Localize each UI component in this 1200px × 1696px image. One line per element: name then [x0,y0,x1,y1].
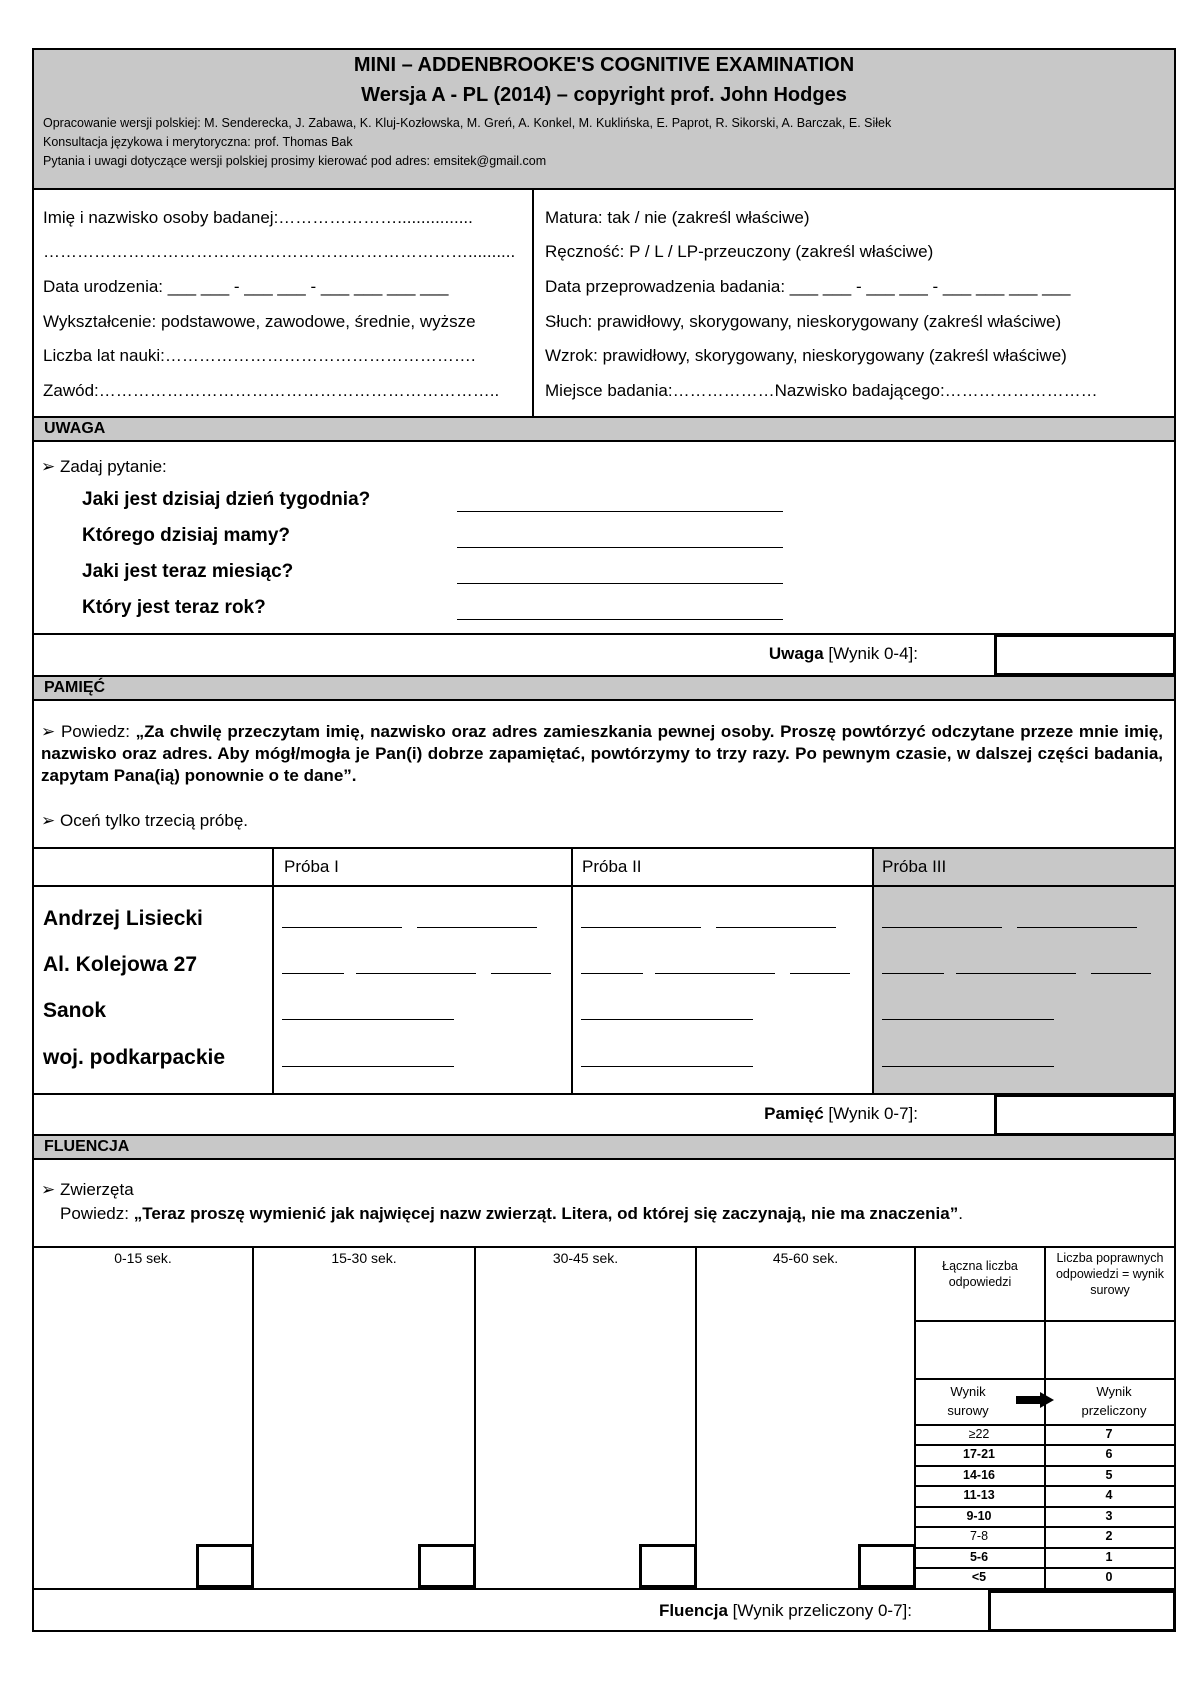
pamiec-instructions [34,699,1174,847]
trial-3-name-line-a[interactable] [882,927,1002,928]
trial-1-name-line-a[interactable] [282,927,402,928]
interval-0-15: 0-15 sek. [114,1250,172,1266]
trial-3-street-line-a[interactable] [882,973,944,974]
trial-2-header: Próba II [582,857,642,876]
subject-name-field[interactable]: Imię i nazwisko osoby badanej:…………………................ [43,208,473,227]
interval-45-60: 45-60 sek. [772,1250,839,1266]
fluencja-category-text: Zwierzęta [59,1180,134,1199]
bullet-arrow-icon: ➢ [41,722,61,741]
conv-raw: 5-6 [969,1550,989,1564]
pamiec-score-label [764,1104,918,1124]
fluencja-category [41,1180,134,1200]
bullet-arrow-icon: ➢ [41,1180,60,1199]
trial-1-city-line[interactable] [282,1019,454,1020]
pamiec-score-range: [Wynik 0-7]: [823,1104,918,1123]
fluencja-answers-45-60[interactable] [701,1270,910,1560]
info-section [34,188,1174,416]
pamiec-say-text: „Za chwilę przeczytam imię, nazwisko oraz adres zamieszkania pewnej osoby. Proszę powtórzyć odczytane przeze mnie imię, nazwisko oraz adres. Aby mógł/mogła je Pan(i) dobrze zapamiętać, powtórzymy to trzy razy. Po pewnym czasie, w dalszej części badania, zapytam Pana(ią) ponownie o te dane”. [41,722,1164,785]
memory-item-city: Sanok [43,999,107,1022]
fluencja-col-line-3 [695,1248,697,1588]
info-divider [532,190,534,416]
trial-1-street-line-b[interactable] [356,973,476,974]
conv-converted: 3 [1105,1509,1113,1523]
conv-converted: 2 [1105,1529,1113,1543]
trial-2-name-line-b[interactable] [716,927,836,928]
trial-2-city-line[interactable] [581,1019,753,1020]
fluencja-say [60,1204,963,1224]
trial-1-street-line-c[interactable] [491,973,551,974]
consultation-line: Konsultacja językowa i merytoryczna: prof. Thomas Bak [43,135,353,149]
trial-3-name-line-b[interactable] [1017,927,1137,928]
fluencja-say-label: Powiedz: [60,1204,134,1223]
conv-converted: 1 [1105,1550,1113,1564]
conv-raw: 11-13 [963,1488,995,1502]
conv-converted: 7 [1105,1427,1113,1441]
form-version: Wersja A - PL (2014) – copyright prof. John Hodges [361,84,847,106]
count-box-15-30[interactable] [418,1544,476,1588]
trial-3-street-line-c[interactable] [1091,973,1151,974]
location-examiner-field[interactable]: Miejsce badania:………………Nazwisko badającego:……………………… [545,381,1098,400]
occupation-field[interactable]: Zawód:…………………………………………………………….. [43,381,500,400]
total-responses-label: Łączna liczba odpowiedzi [942,1259,1018,1289]
fluencja-score-bold: Fluencja [658,1601,728,1620]
trial-3-header: Próba III [882,857,947,876]
education-field[interactable]: Wykształcenie: podstawowe, zawodowe, średnie, wyższe [43,312,476,331]
raw-score-value[interactable] [1048,1324,1172,1378]
fluencja-score-label [659,1601,912,1621]
uwaga-score-label [769,644,918,664]
fluencja-col-line-1 [252,1248,254,1588]
subject-name-field-cont[interactable]: ………………………………………………………………….......... [43,242,516,261]
question-month: Jaki jest teraz miesiąc? [82,561,294,582]
count-box-45-60[interactable] [858,1544,916,1588]
fluencja-table [34,1246,1174,1588]
hearing-field[interactable]: Słuch: prawidłowy, skorygowany, nieskorygowany (zakreśl właściwe) [545,312,1062,331]
pamiec-col-line-2 [571,849,573,1095]
memory-item-region: woj. podkarpackie [43,1046,226,1069]
fluencja-say-end: . [958,1204,963,1223]
pamiec-table-header-line [34,885,1174,887]
trial-1-name-line-b[interactable] [417,927,537,928]
question-day: Jaki jest dzisiaj dzień tygodnia? [82,489,371,510]
pamiec-table [34,847,1174,1095]
trial-3-region-line[interactable] [882,1066,1054,1067]
trial-2-name-line-a[interactable] [581,927,701,928]
pamiec-note-text: Oceń tylko trzecią próbę. [59,811,248,830]
correct-responses-label: Liczba poprawnych odpowiedzi = wynik surowy [1055,1251,1165,1297]
uwaga-instruction-text: Zadaj pytanie: [59,457,167,476]
section-pamiec-heading: PAMIĘĆ [34,675,1174,699]
pamiec-score-bold: Pamięć [764,1104,824,1123]
count-box-0-15[interactable] [196,1544,254,1588]
fluencja-answers-30-45[interactable] [480,1270,691,1560]
pamiec-score-box[interactable] [994,1094,1176,1136]
question-date: Którego dzisiaj mamy? [82,525,290,546]
uwaga-score-box[interactable] [994,634,1176,676]
matura-field[interactable]: Matura: tak / nie (zakreśl właściwe) [545,208,810,227]
contact-line: Pytania i uwagi dotyczące wersji polskiej prosimy kierować pod adres: emsitek@gmail.com [43,154,547,168]
fluencja-right-line-2 [914,1378,1174,1380]
years-education-field[interactable]: Liczba lat nauki:………………………………………………. [43,346,476,365]
trial-2-region-line[interactable] [581,1066,753,1067]
raw-score-label: Wynik surowy [947,1384,989,1418]
memory-item-street: Al. Kolejowa 27 [43,953,198,976]
birth-date-field[interactable]: Data urodzenia: ___ ___ - ___ ___ - ___ ___ ___ ___ [43,277,449,296]
conv-raw: 7-8 [969,1529,989,1543]
interval-15-30: 15-30 sek. [331,1250,397,1266]
answer-line-month[interactable] [457,583,783,584]
uwaga-score-bold: Uwaga [768,644,824,663]
section-uwaga-heading: UWAGA [34,416,1174,440]
conv-raw: ≥22 [968,1427,990,1441]
conv-converted: 5 [1105,1468,1113,1482]
authors-line: Opracowanie wersji polskiej: M. Senderecka, J. Zabawa, K. Kluj-Kozłowska, M. Greń, A. Konkel, M. Kuklińska, E. Paprot, R. Sikorski, A. Barczak, E. Siłek [43,116,892,130]
uwaga-body [34,440,1174,633]
uwaga-instruction [41,457,167,477]
question-year: Który jest teraz rok? [82,597,266,618]
trial-1-header: Próba I [284,857,339,876]
answer-line-day[interactable] [457,511,783,512]
conv-raw: 9-10 [966,1509,992,1523]
pamiec-col-line-3 [872,849,874,1095]
conv-raw: <5 [971,1570,987,1584]
conv-converted: 6 [1105,1447,1113,1461]
arrow-right-icon [1016,1392,1054,1406]
fluencja-score-box[interactable] [988,1590,1176,1632]
answer-line-year[interactable] [457,619,783,620]
memory-item-name: Andrzej Lisiecki [43,907,203,930]
conv-converted: 0 [1105,1570,1113,1584]
answer-line-date[interactable] [457,547,783,548]
fluencja-say-text: „Teraz proszę wymienić jak najwięcej nazw zwierząt. Litera, od której się zaczynają, nie ma znaczenia” [133,1204,959,1223]
conv-raw: 17-21 [963,1447,995,1461]
section-fluencja-heading: FLUENCJA [34,1134,1174,1158]
pamiec-col-line-1 [272,849,274,1095]
trial-2-street-line-c[interactable] [790,973,850,974]
fluencja-score-range: [Wynik przeliczony 0-7]: [727,1601,912,1620]
fluencja-right-line-1 [914,1320,1174,1322]
fluencja-answers-15-30[interactable] [258,1270,470,1560]
header-block [34,50,1174,188]
exam-date-field[interactable]: Data przeprowadzenia badania: ___ ___ - ___ ___ - ___ ___ ___ ___ [545,277,1071,296]
pamiec-say-label: Powiedz: [60,722,136,741]
trial-2-street-line-b[interactable] [655,973,775,974]
total-responses-value[interactable] [918,1324,1042,1378]
converted-score-label: Wynik przeliczony [1081,1384,1147,1418]
pamiec-say [41,721,1163,787]
count-box-30-45[interactable] [639,1544,697,1588]
pamiec-note [41,811,248,831]
vision-field[interactable]: Wzrok: prawidłowy, skorygowany, nieskorygowany (zakreśl właściwe) [545,346,1067,365]
fluencja-answers-0-15[interactable] [38,1270,248,1560]
form-title: MINI – ADDENBROOKE'S COGNITIVE EXAMINATION [353,54,855,76]
bullet-arrow-icon: ➢ [41,457,60,476]
uwaga-score-range: [Wynik 0-4]: [823,644,918,663]
trial-1-region-line[interactable] [282,1066,454,1067]
bullet-arrow-icon: ➢ [41,811,60,830]
fluencja-instructions [34,1158,1174,1246]
trial-2-street-line-a[interactable] [581,973,643,974]
trial-3-city-line[interactable] [882,1019,1054,1020]
handedness-field[interactable]: Ręczność: P / L / LP-przeuczony (zakreśl właściwe) [545,242,934,261]
conversion-table [914,1424,1174,1588]
interval-30-45: 30-45 sek. [552,1250,619,1266]
trial-3-street-line-b[interactable] [956,973,1076,974]
trial-1-street-line-a[interactable] [282,973,344,974]
conv-converted: 4 [1105,1488,1113,1502]
conv-raw: 14-16 [963,1468,995,1482]
fluencja-col-line-2 [474,1248,476,1588]
